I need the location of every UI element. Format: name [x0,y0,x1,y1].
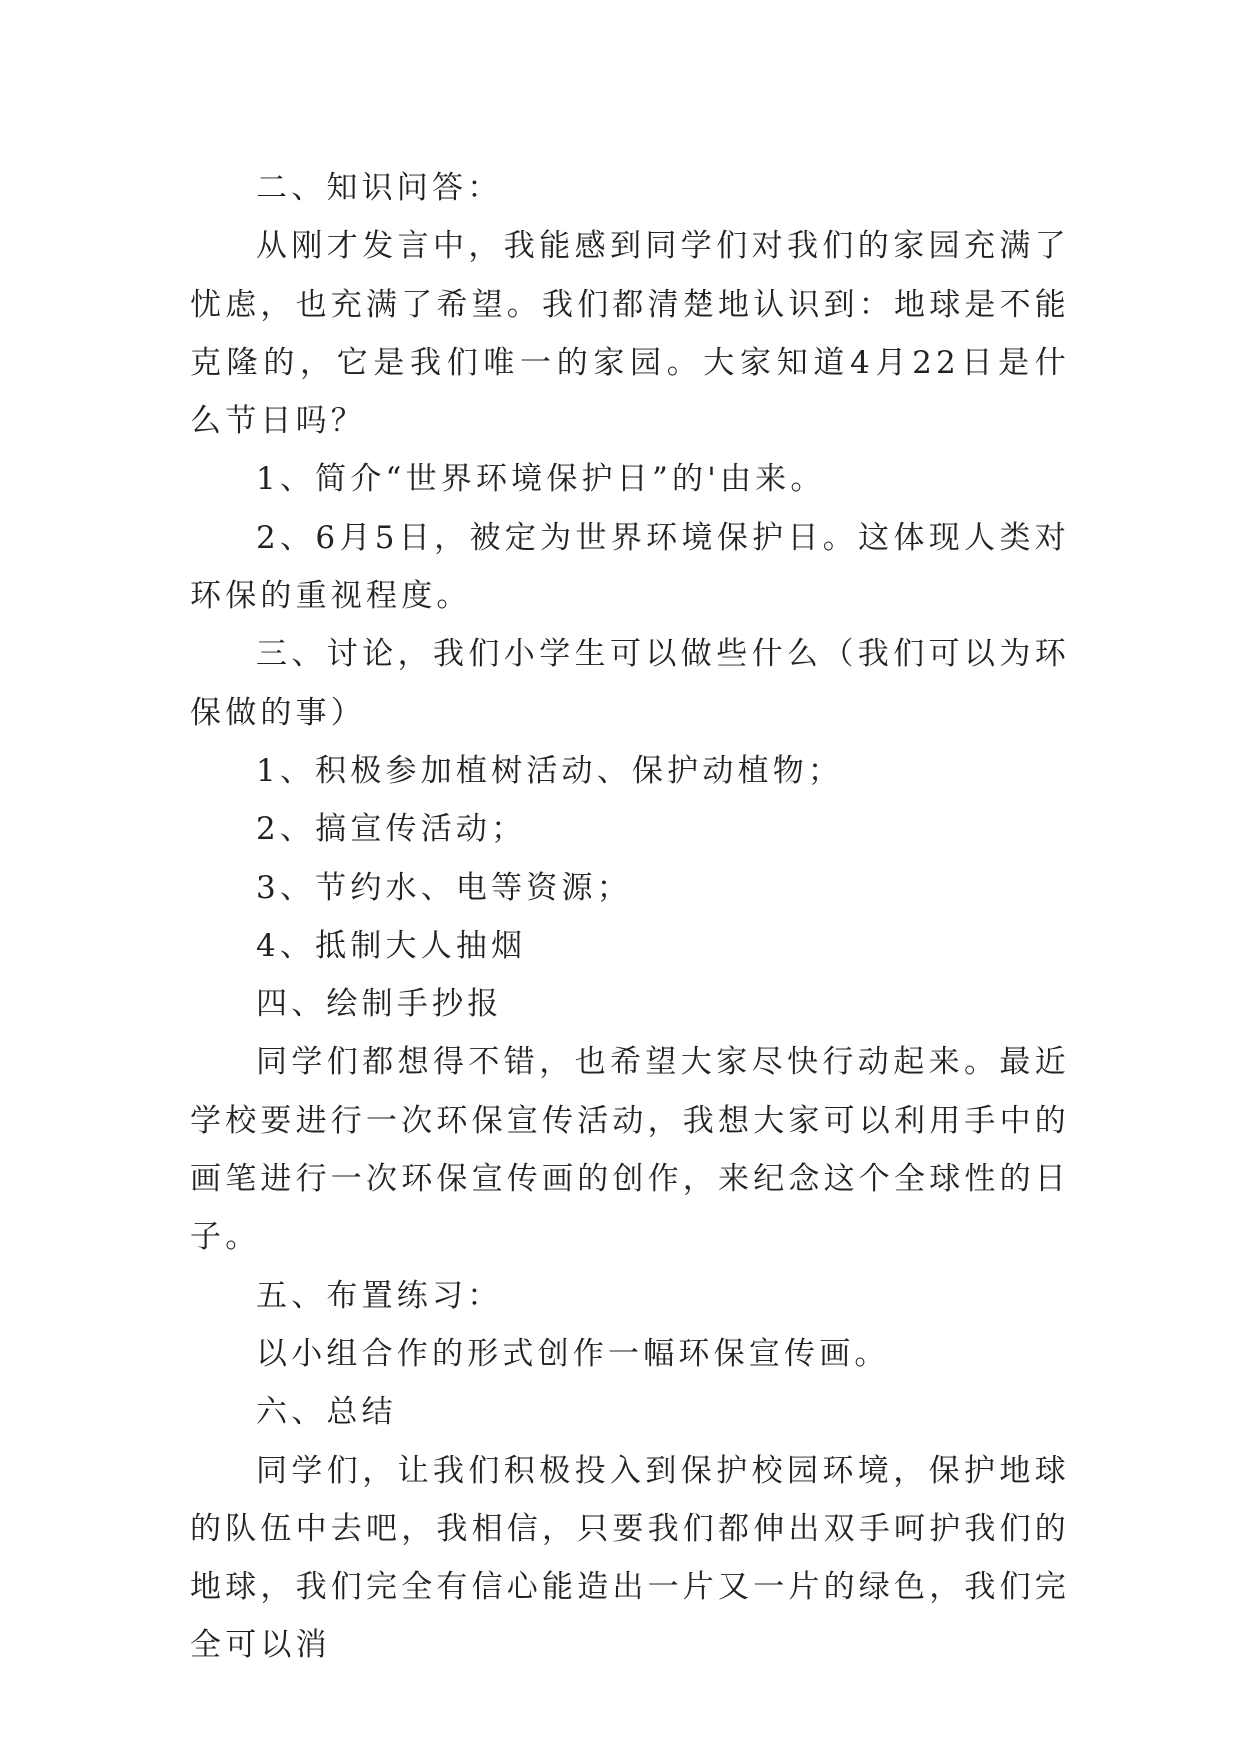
section-heading-knowledge-qa: 二、知识问答： [256,170,503,206]
list-item-june-5: 2、6月5日，被定为世界环境保护日。这体现人类对环保的重视程度。 [190,519,1070,615]
document-body [190,159,1070,1675]
list-item-plant-trees: 1、积极参加植树活动、保护动植物； [256,752,844,789]
list-item-save-resources: 3、节约水、电等资源； [256,869,632,906]
section-heading-poster: 四、绘制手抄报 [256,986,503,1023]
list-item-publicity: 2、搞宣传活动； [256,811,527,848]
section-heading-discussion: 三、讨论，我们小学生可以做些什么（我们可以为环保做的事） [190,636,1070,731]
paragraph-poster: 同学们都想得不错，也希望大家尽快行动起来。最近学校要进行一次环保宣传活动，我想大家可以利用手中的画笔进行一次环保宣传画的创作，来纪念这个全球性的日子。 [190,1044,1070,1256]
section-heading-exercise: 五、布置练习： [256,1277,503,1314]
list-item-intro-origin: 1、简介“世界环境保护日”的'由来。 [256,461,826,498]
list-item-no-smoking: 4、抵制大人抽烟 [256,927,527,964]
paragraph-intro: 从刚才发言中，我能感到同学们对我们的家园充满了忧虑，也充满了希望。我们都清楚地认识到：地球是不能克隆的，它是我们唯一的家园。大家知道4月22日是什么节日吗？ [190,228,1070,440]
section-heading-summary: 六、总结 [256,1394,397,1431]
paragraph-exercise: 以小组合作的形式创作一幅环保宣传画。 [256,1335,890,1372]
paragraph-summary: 同学们，让我们积极投入到保护校园环境，保护地球的队伍中去吧，我相信，只要我们都伸出双手呵护我们的地球，我们完全有信心能造出一片又一片的绿色，我们完全可以消 [190,1452,1070,1664]
